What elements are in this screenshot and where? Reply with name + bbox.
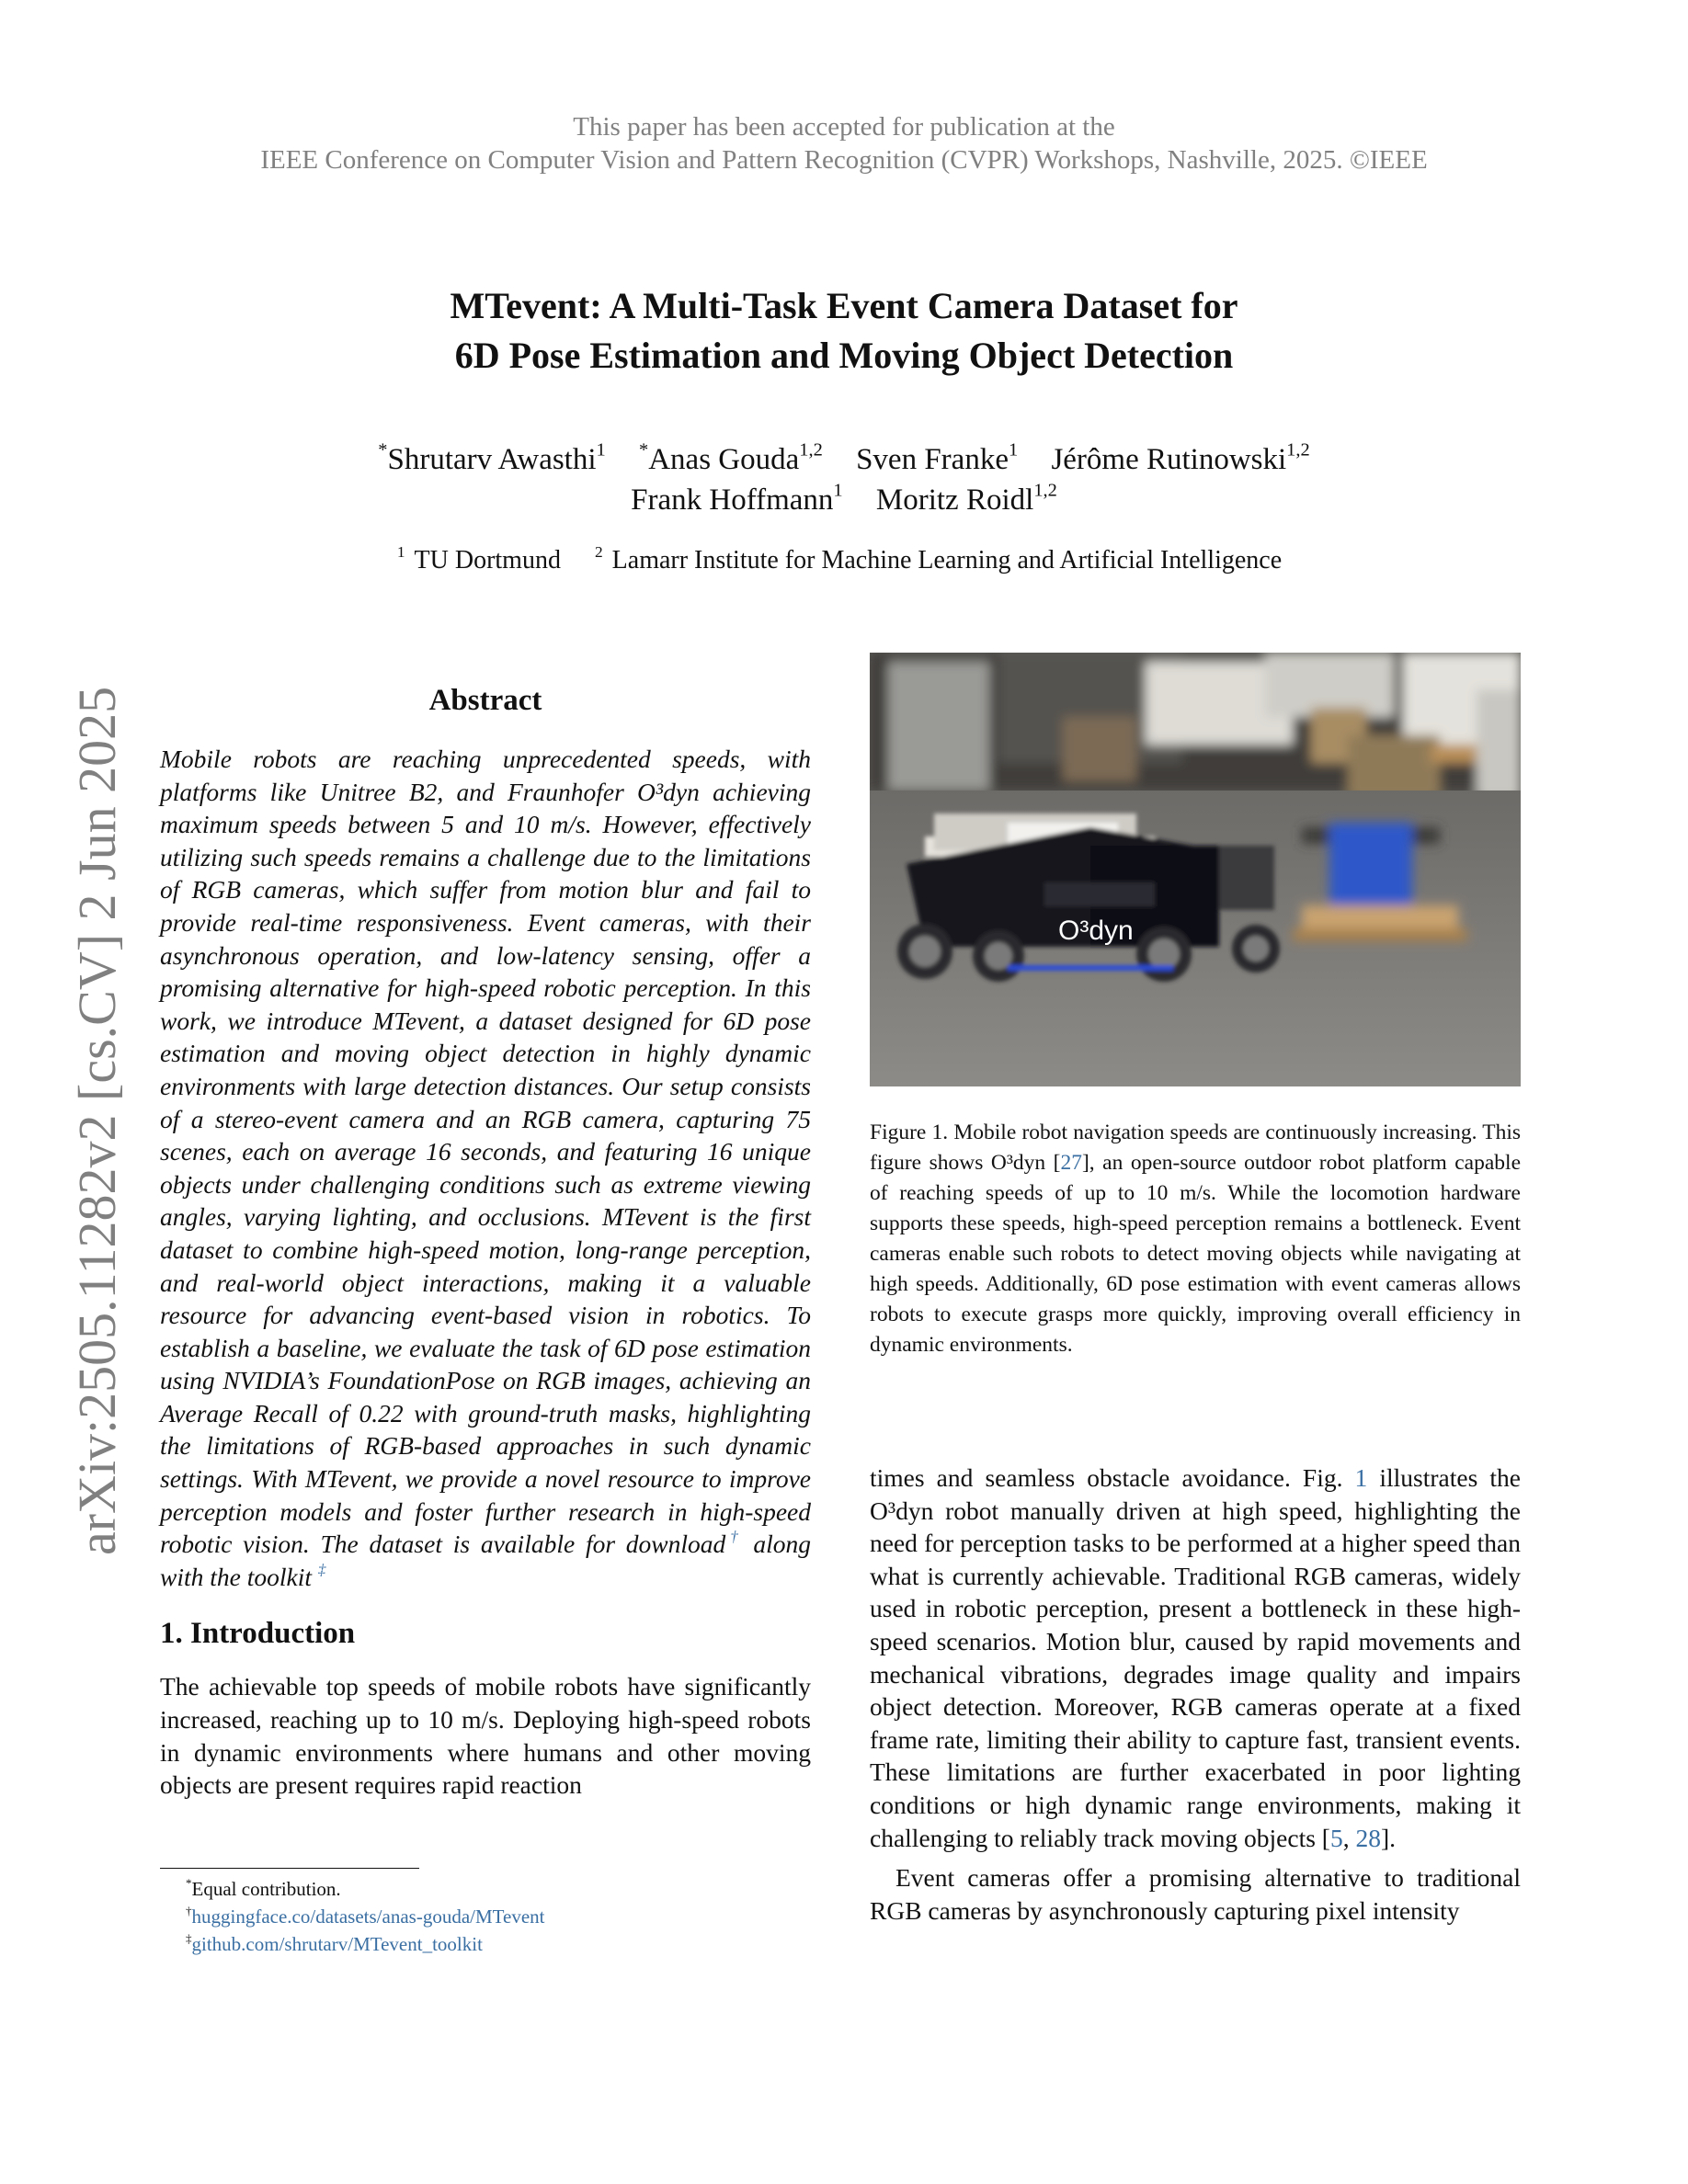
- author: *Anas Gouda$^{1,2}$: [639, 439, 823, 476]
- footnote-item: *Equal contribution.: [186, 1875, 341, 1900]
- abstract-text: Mobile robots are reaching unprecedented speeds, with platforms like Unitree B2, and Fraunhofer O³dyn achieving maximum speeds between 5 and 10 m/s. However, effectively utilizing such speeds remains a challenge due to the limitations of RGB cameras, which suffer from motion blur and fail to provide real-time responsiveness. Event cameras, with their asynchronous operation, and low-latency sensing, offer a promising alternative for high-speed robotic perception. In this work, we introduce MTevent, a dataset designed for 6D pose estimation and moving object detection in highly dynamic environments with large detection distances. Our setup consists of a stereo-event camera and an RGB camera, capturing 75 scenes, each on average 16 seconds, and featuring 16 unique objects under challenging conditions such as extreme viewing angles, varying lighting, and occlusions. MTevent is the first dataset to combine high-speed motion, long-range perception, and real-world object interactions, making it a valuable resource for advancing event-based vision in robotics. To establish a baseline, we evaluate the task of 6D pose estimation using NVIDIA’s FoundationPose on RGB images, achieving an Average Recall of 0.22 with ground-truth masks, highlighting the limitations of RGB-based approaches in such dynamic settings. With MTevent, we provide a novel resource to improve perception models and foster further research in high-speed robotic vision. The dataset is available for download† along with the toolkit ‡: [160, 745, 812, 1591]
- arxiv-stamp: arXiv:2505.11282v2 [cs.CV] 2 Jun 2025: [67, 686, 127, 1555]
- footnote-item: ‡github.com/shrutarv/MTevent_toolkit: [186, 1930, 483, 1955]
- intro-paragraph-continued: times and seamless obstacle avoidance. Fig. 1 illustrates the O³dyn robot manually driven at high speed, highlighting the need for perception tasks to be performed at a higher speed than what is currently achievable. Traditional RGB cameras, widely used in robotic perception, present a bottleneck in these high-speed scenarios. Motion blur, caused by rapid movements and mechanical vibrations, degrades image quality and impairs object detection. Moreover, RGB cameras operate at a fixed frame rate, limiting their ability to capture fast, transient events. These limitations are further exacerbated in poor lighting conditions or high dynamic range environments, making it challenging to reliably track moving objects [5, 28].: [870, 1463, 1521, 1852]
- affiliations: [0, 544, 1688, 577]
- author-line-1: [0, 439, 1688, 480]
- author: Sven Franke$^1$: [856, 439, 1019, 476]
- abstract-heading: Abstract: [428, 684, 542, 717]
- figure-caption: Figure 1. Mobile robot navigation speeds are continuously increasing. This figure shows O³dyn [27], an open-source outdoor robot platform capable of reaching speeds of up to 10 m/s. While the locomotion hardware supports these speeds, high-speed perception remains a bottleneck. Event cameras enable such robots to detect moving objects while navigating at high speeds. Additionally, 6D pose estimation with event cameras allows robots to execute grasps more quickly, improving overall efficiency in dynamic environments.: [870, 1120, 1521, 1357]
- author-list: [0, 439, 1688, 520]
- affiliation: $^2$ Lamarr Institute for Machine Learning and Artificial Intelligence: [594, 542, 1283, 574]
- citation-link[interactable]: 27: [1060, 1151, 1082, 1175]
- robot-photo: [870, 653, 1521, 1086]
- publication-notice: [0, 110, 1688, 176]
- right-column-text: [870, 1462, 1521, 1927]
- paper-title: [0, 281, 1688, 381]
- title-line-2: 6D Pose Estimation and Moving Object Detection: [454, 335, 1234, 376]
- citation-link[interactable]: 28: [1355, 1823, 1381, 1852]
- left-column: [160, 680, 811, 1802]
- section-heading-introduction: 1. Introduction: [160, 1617, 356, 1651]
- notice-line-1: This paper has been accepted for publication at the: [573, 112, 1115, 142]
- author: Frank Hoffmann$^1$: [631, 480, 843, 517]
- footnote-ref-dagger[interactable]: †: [725, 1528, 743, 1546]
- intro-paragraph: The achievable top speeds of mobile robots have significantly increased, reaching up to 10 m/s. Deploying high-speed robots in dynamic environments where humans and other moving objects are present requires rapid reaction: [160, 1672, 811, 1800]
- robot-logo-text: O³dyn: [1058, 916, 1134, 946]
- footnote-ref-ddagger[interactable]: ‡: [317, 1560, 326, 1578]
- dataset-link[interactable]: huggingface.co/datasets/anas-gouda/MTevent: [191, 1905, 545, 1928]
- footnote-divider: [160, 1868, 419, 1869]
- author: Jérôme Rutinowski$^{1,2}$: [1051, 439, 1310, 476]
- right-column-figure: [870, 653, 1521, 1382]
- robot-photo-illustration: [870, 653, 1521, 1086]
- footnotes: [186, 1875, 545, 1958]
- figure-ref-link[interactable]: 1: [1354, 1463, 1368, 1492]
- background-warehouse: [870, 653, 1521, 800]
- author-line-2: [0, 480, 1688, 520]
- intro-paragraph-event-cameras: Event cameras offer a promising alternative to traditional RGB cameras by asynchronously capturing pixel intensity: [870, 1863, 1521, 1925]
- title-line-1: MTevent: A Multi-Task Event Camera Dataset for: [450, 285, 1238, 326]
- toolkit-link[interactable]: github.com/shrutarv/MTevent_toolkit: [191, 1933, 483, 1955]
- author: *Shrutarv Awasthi$^1$: [378, 439, 606, 476]
- author: Moritz Roidl$^{1,2}$: [875, 480, 1057, 517]
- notice-line-2: IEEE Conference on Computer Vision and Pattern Recognition (CVPR) Workshops, Nashville, 2025. ©IEEE: [260, 145, 1428, 175]
- footnote-item: †huggingface.co/datasets/anas-gouda/MTevent: [186, 1903, 545, 1928]
- affiliation: $^1$ TU Dortmund: [396, 542, 561, 574]
- citation-link[interactable]: 5: [1329, 1823, 1343, 1852]
